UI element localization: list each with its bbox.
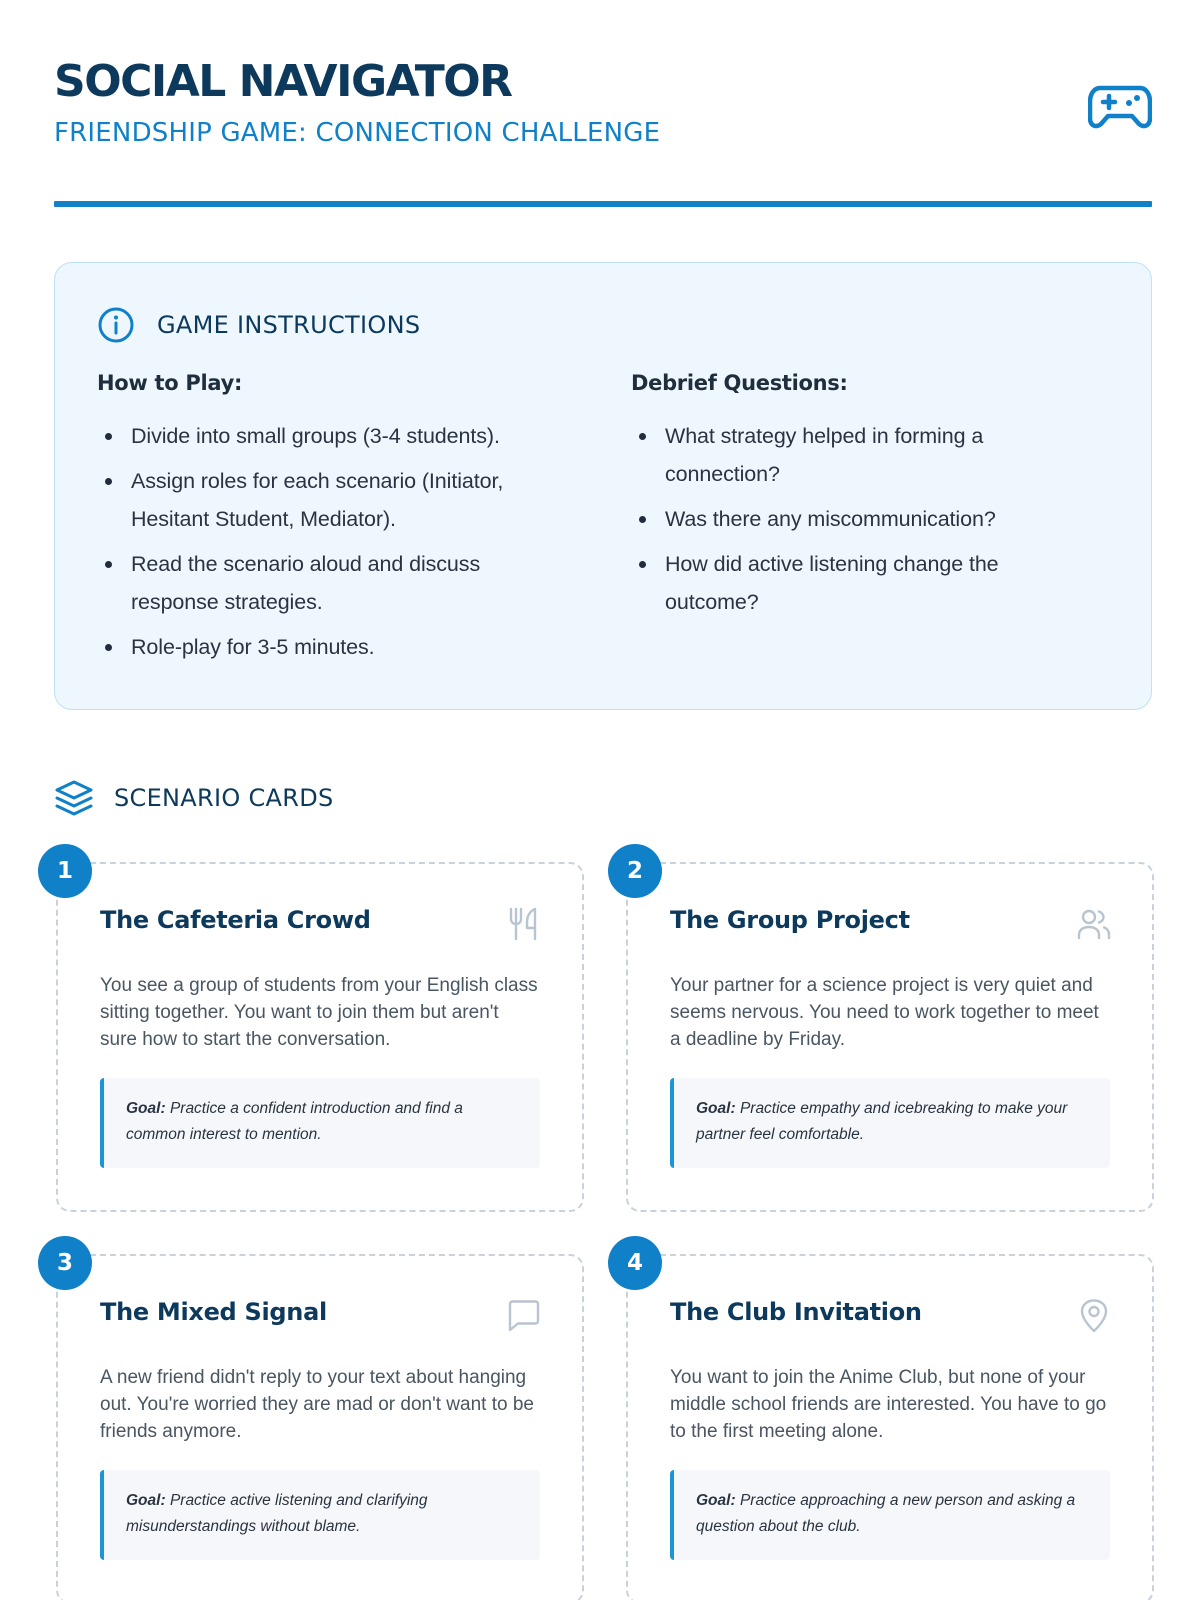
card-number-badge: 4 <box>608 1236 662 1290</box>
goal-text: Practice empathy and icebreaking to make your partner feel comfortable. <box>696 1100 1068 1143</box>
page-title: SOCIAL NAVIGATOR <box>54 56 512 107</box>
list-item: Role-play for 3-5 minutes. <box>97 628 557 666</box>
instructions-title: GAME INSTRUCTIONS <box>157 311 421 339</box>
instructions-heading <box>97 305 420 345</box>
utensils-icon <box>506 906 542 942</box>
list-item: Assign roles for each scenario (Initiator, Hesitant Student, Mediator). <box>97 462 557 538</box>
debrief-section <box>631 371 1071 628</box>
header-divider <box>54 201 1152 207</box>
card-title: The Mixed Signal <box>100 1298 327 1326</box>
card-goal <box>100 1078 540 1168</box>
card-goal <box>100 1470 540 1560</box>
scenario-card <box>56 1250 584 1600</box>
scenario-card <box>626 858 1154 1212</box>
card-description: A new friend didn't reply to your text about hanging out. You're worried they are mad or don't want to be friends anymore. <box>100 1367 534 1442</box>
goal-label: Goal: <box>696 1100 736 1117</box>
card-number-badge: 2 <box>608 844 662 898</box>
users-icon <box>1076 906 1112 942</box>
page-header <box>54 56 1154 206</box>
scenario-heading <box>54 778 334 818</box>
scenario-card <box>626 1250 1154 1600</box>
how-to-play-heading: How to Play: <box>97 371 243 395</box>
goal-text: Practice active listening and clarifying misunderstandings without blame. <box>126 1492 428 1535</box>
card-description: You want to join the Anime Club, but none of your middle school friends are interested. You have to go to the first meeting alone. <box>670 1367 1107 1442</box>
card-title: The Club Invitation <box>670 1298 922 1326</box>
list-item: Was there any miscommunication? <box>631 500 1071 538</box>
list-item: How did active listening change the outcome? <box>631 545 1071 621</box>
page-subtitle: FRIENDSHIP GAME: CONNECTION CHALLENGE <box>54 118 661 148</box>
debrief-heading: Debrief Questions: <box>631 371 848 395</box>
instructions-panel <box>54 262 1152 710</box>
card-number-badge: 3 <box>38 1236 92 1290</box>
list-item: Read the scenario aloud and discuss response strategies. <box>97 545 557 621</box>
goal-text: Practice approaching a new person and asking a question about the club. <box>696 1492 1076 1535</box>
list-item: What strategy helped in forming a connection? <box>631 417 1071 493</box>
info-icon <box>97 306 135 344</box>
how-to-play-section <box>97 371 557 673</box>
card-goal <box>670 1078 1110 1168</box>
debrief-list <box>631 417 1071 621</box>
how-to-play-list <box>97 417 557 666</box>
goal-label: Goal: <box>126 1492 166 1509</box>
gamepad-icon <box>1088 82 1152 130</box>
layers-icon <box>54 778 94 818</box>
card-title: The Group Project <box>670 906 910 934</box>
goal-text: Practice a confident introduction and find a common interest to mention. <box>126 1100 463 1143</box>
card-description: Your partner for a science project is very quiet and seems nervous. You need to work together to meet a deadline by Friday. <box>670 975 1099 1050</box>
card-title: The Cafeteria Crowd <box>100 906 371 934</box>
list-item: Divide into small groups (3-4 students). <box>97 417 557 455</box>
card-description: You see a group of students from your English class sitting together. You want to join them but aren't sure how to start the conversation. <box>100 975 538 1050</box>
map-pin-icon <box>1076 1298 1112 1334</box>
message-icon <box>506 1298 542 1334</box>
scenario-title: SCENARIO CARDS <box>114 784 334 812</box>
card-goal <box>670 1470 1110 1560</box>
goal-label: Goal: <box>126 1100 166 1117</box>
scenario-card <box>56 858 584 1212</box>
card-number-badge: 1 <box>38 844 92 898</box>
goal-label: Goal: <box>696 1492 736 1509</box>
